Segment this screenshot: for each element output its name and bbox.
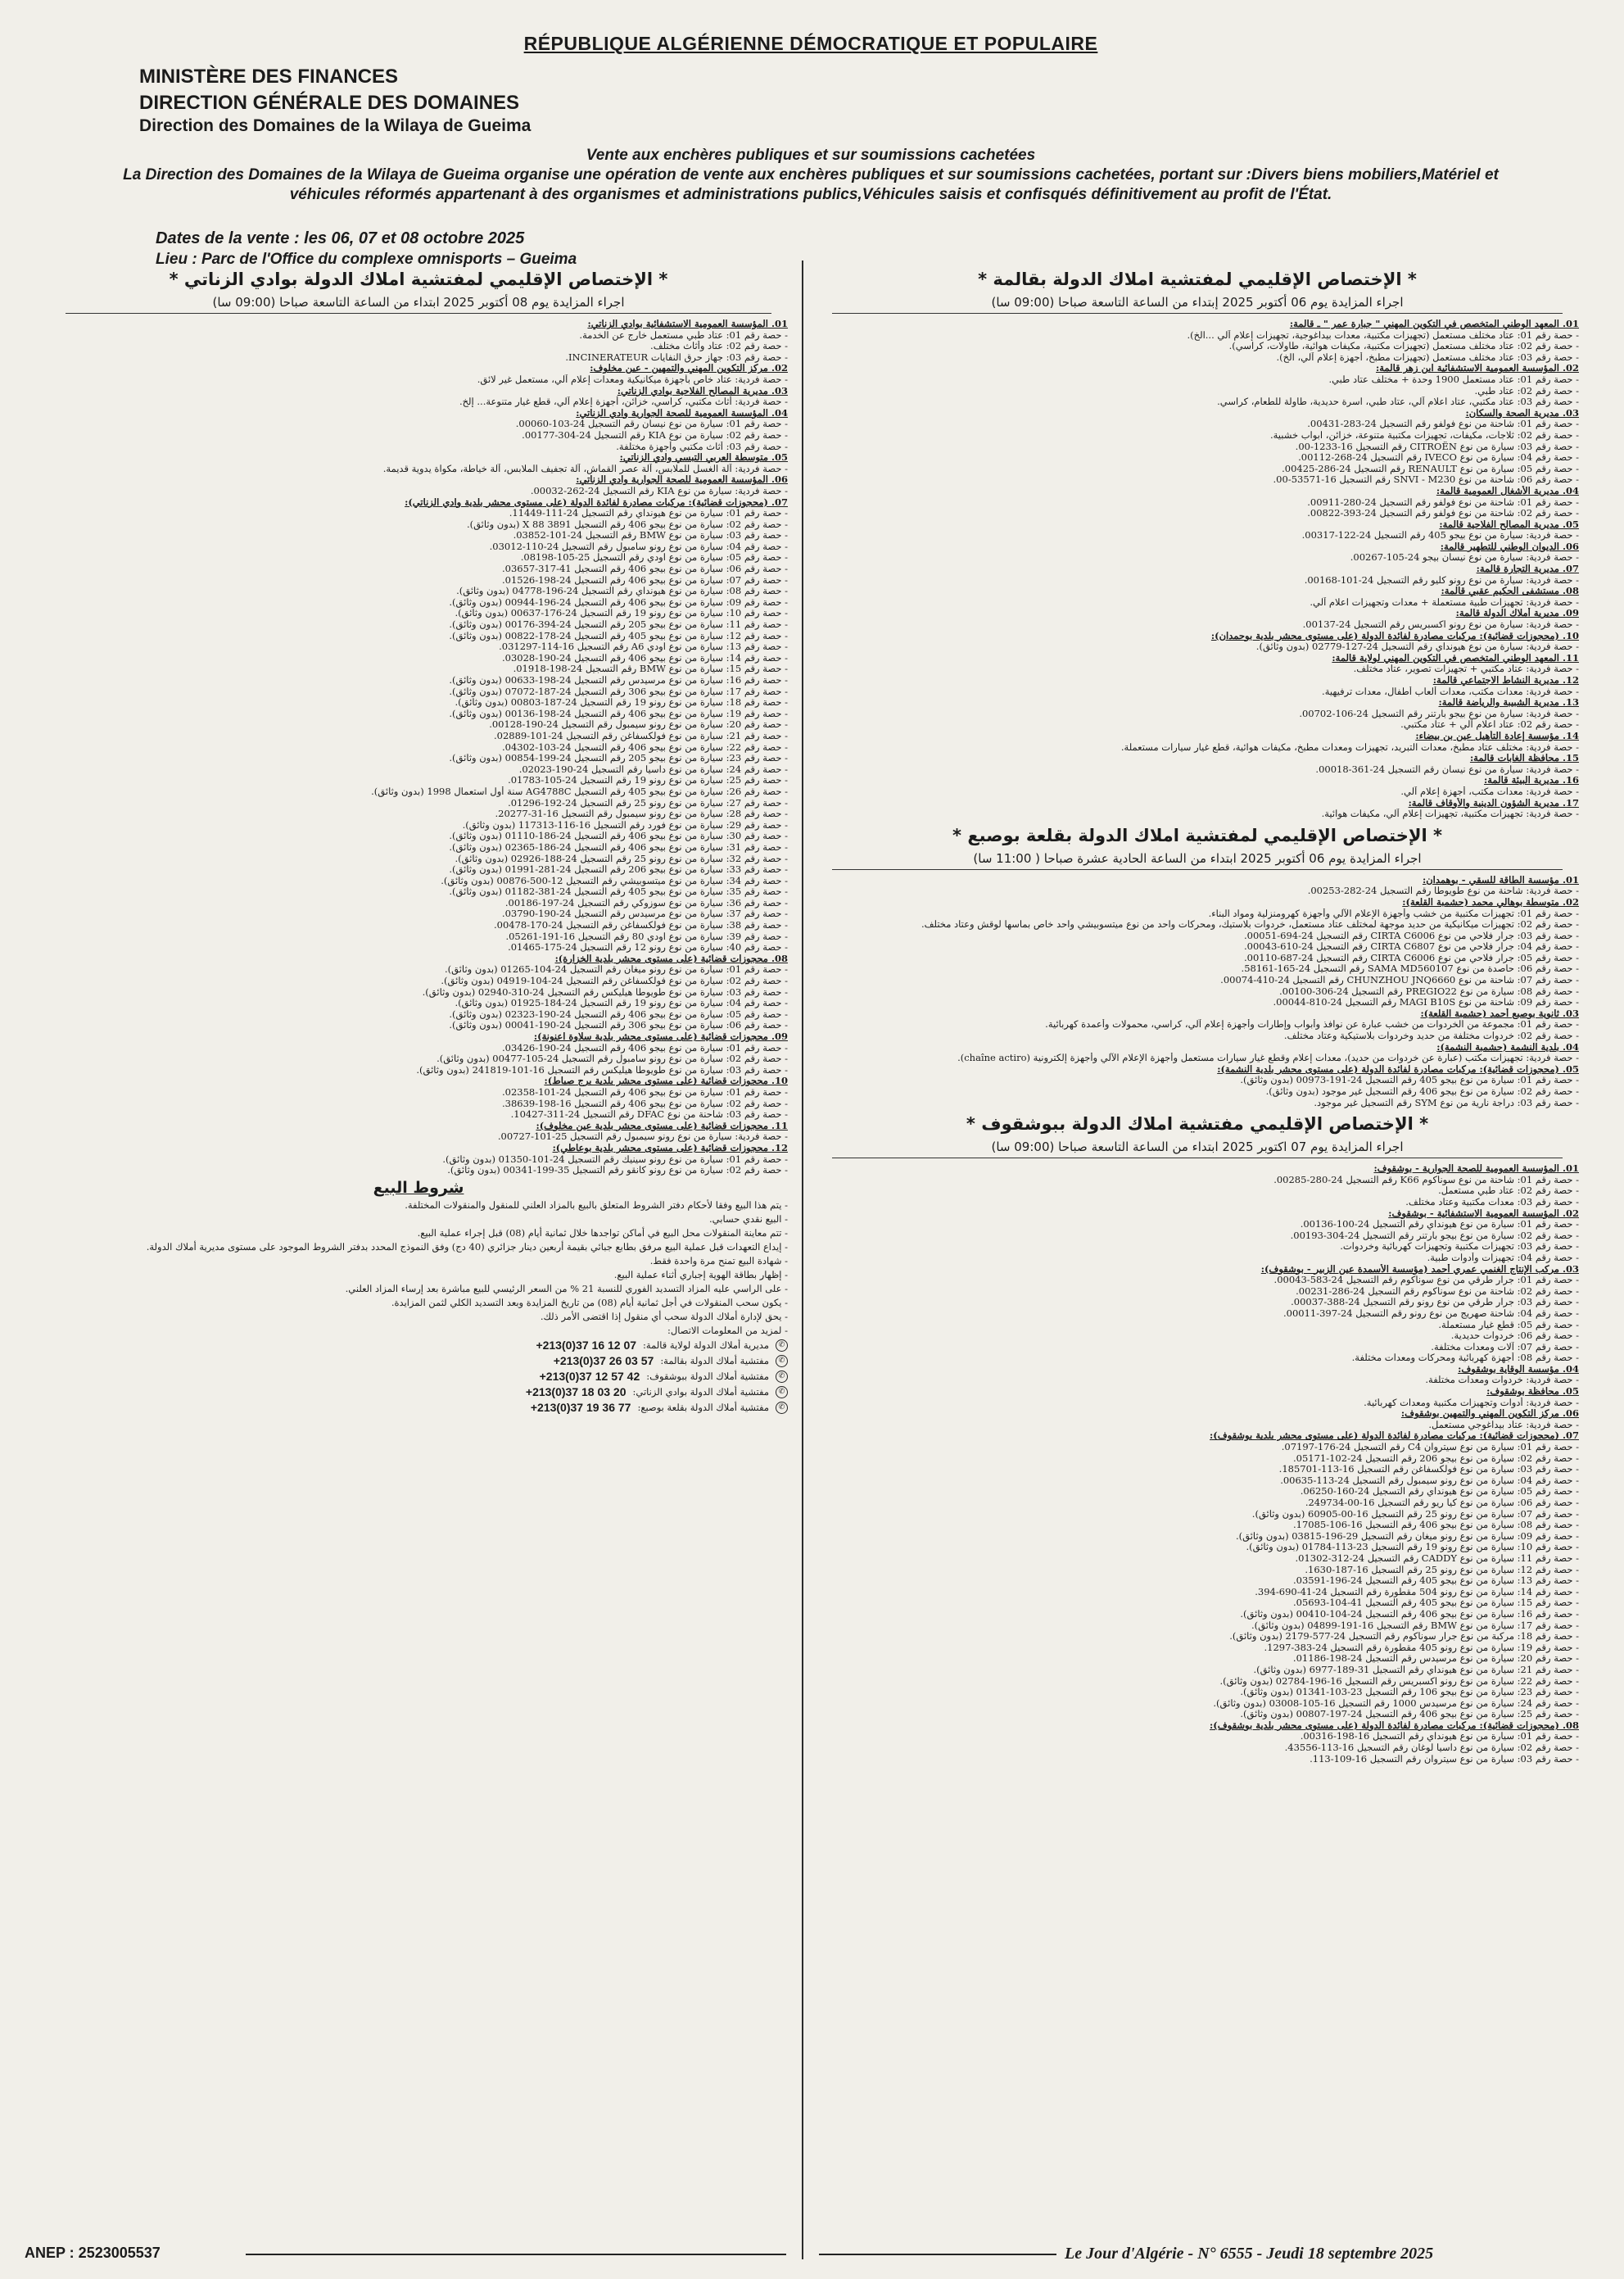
lot-line: - حصة رقم 13: سيارة من نوع بيجو 405 رقم التسجيل 24-196-03591. bbox=[816, 1575, 1579, 1587]
lot-line: - حصة فردية: معدات مكتب، أجهزة إعلام آلي. bbox=[816, 786, 1579, 798]
lot-heading: 08. محجوزات قضائية (على مستوى محشر بلدية الخزارة): bbox=[554, 953, 788, 964]
section-title-kalaa: * الإختصاص الإقليمي لمفتشية املاك الدولة بقلعة بوصبع * bbox=[952, 825, 1442, 845]
lot-line: - حصة فردية: عتاد بيداغوجي مستعمل. bbox=[816, 1420, 1579, 1431]
lot-line: - حصة رقم 25: سيارة من نوع بيجو 406 رقم التسجيل 24-197-00807 (بدون وثائق). bbox=[816, 1709, 1579, 1720]
lot-line: - حصة فردية: تجهيزات مكتب (عبارة عن خردوات من حديد)، معدات إعلام وقطع غيار سيارات مستعمل وأجهزة الإعلام الآلي وأجهزة إلكترونية (chaîne actiro). bbox=[816, 1053, 1579, 1064]
lot-heading: 07. (محجوزات قضائية): مركبات مصادرة لفائدة الدولة (على مستوى محشر بلدية وادي الزناتي): bbox=[405, 496, 788, 508]
contact-phone: +213(0)37 16 12 07 bbox=[536, 1339, 637, 1352]
lot-line: - حصة رقم 05: سيارة من نوع هيونداي رقم التسجيل 24-160-06250. bbox=[816, 1486, 1579, 1497]
lot-line: - حصة فردية: خردوات ومعدات مختلفة. bbox=[816, 1375, 1579, 1386]
lot-heading: 08. (محجوزات قضائية): مركبات مصادرة لفائدة الدولة (على مستوى محشر بلدية بوشقوف): bbox=[1210, 1719, 1579, 1731]
lot-heading: 04. مؤسسة الوقاية بوشقوف: bbox=[1458, 1363, 1579, 1375]
direction-generale: DIRECTION GÉNÉRALE DES DOMAINES bbox=[139, 92, 520, 114]
lot-line: - حصة رقم 40: سيارة من نوع رونو 12 رقم التسجيل 24-175-01465. bbox=[49, 942, 788, 954]
lot-line: - حصة رقم 04: تجهيزات وأدوات طبية. bbox=[816, 1253, 1579, 1264]
lot-line: - حصة رقم 01: تجهيزات مكتبية من خشب وأجهزة الإعلام الآلي وأجهزة كهرومنزلية ومواد البناء. bbox=[816, 908, 1579, 920]
contact-row bbox=[49, 1369, 788, 1384]
lot-line: - حصة رقم 09: شاحنة من نوع MAGI B10S رقم التسجيل 24-810-00044. bbox=[816, 997, 1579, 1008]
lot-line: - حصة رقم 02: سيارة من نوع KIA رقم التسجيل 24-304-00177. bbox=[49, 430, 788, 442]
phone-icon: ✆ bbox=[776, 1402, 788, 1414]
lot-line: - حصة رقم 39: سيارة من نوع اودي 80 رقم التسجيل 16-191-05261. bbox=[49, 931, 788, 943]
lot-line: - حصة رقم 33: سيارة من نوع بيجو 206 رقم التسجيل 24-281-01991 (بدون وثائق). bbox=[49, 864, 788, 876]
contact-row bbox=[49, 1400, 788, 1416]
lot-line: - حصة رقم 01: سيارة من نوع رونو سينيك رقم التسجيل 24-101-01350 (بدون وثائق). bbox=[49, 1154, 788, 1166]
lot-line: - حصة رقم 19: سيارة من نوع بيجو 406 رقم التسجيل 24-198-00136 (بدون وثائق). bbox=[49, 709, 788, 720]
lot-line: - حصة رقم 02: خردوات مختلفة من حديد وخردوات بلاستيكية وعتاد مختلف. bbox=[816, 1031, 1579, 1042]
lot-line: - حصة فردية: سيارة من نوع بيجو بارتنر رقم التسجيل 24-106-00702. bbox=[816, 709, 1579, 720]
lot-line: - حصة رقم 01: سيارة من نوع هيونداي رقم التسجيل 24-111-11449. bbox=[49, 508, 788, 519]
lot-line: - حصة رقم 01: سيارة من نوع هيونداي رقم التسجيل 16-198-00316. bbox=[816, 1731, 1579, 1742]
footer-rule-right bbox=[819, 2254, 1056, 2255]
republic-header: RÉPUBLIQUE ALGÉRIENNE DÉMOCRATIQUE ET POPULAIRE bbox=[523, 33, 1098, 54]
lot-heading: 03. ثانوية بوصبع أحمد (حشمبة القلعة): bbox=[1420, 1008, 1579, 1019]
column-divider bbox=[802, 261, 803, 2259]
lot-line: - حصة رقم 01: جرار طرقي من نوع سوناكوم رقم التسجيل 24-583-00043. bbox=[816, 1275, 1579, 1286]
lot-line: - حصة رقم 08: سيارة من نوع PREGIO22 رقم التسجيل 24-306-00100. bbox=[816, 986, 1579, 998]
lot-line: - حصة رقم 06: سيارة من نوع بيجو 306 رقم التسجيل 24-190-00041 (بدون وثائق). bbox=[49, 1020, 788, 1031]
section-lines-guelma bbox=[816, 319, 1579, 820]
lot-line: - حصة رقم 02: شاحنة من نوع فولفو رقم التسجيل 24-393-00822. bbox=[816, 508, 1579, 519]
lot-line: - حصة رقم 04: سيارة من نوع رونو 19 رقم التسجيل 24-184-01925 (بدون وثائق). bbox=[49, 998, 788, 1009]
contact-phone: +213(0)37 26 03 57 bbox=[553, 1354, 654, 1368]
lot-line: - حصة رقم 01: سيارة من نوع رونو ميغان رقم التسجيل 24-104-01265 (بدون وثائق). bbox=[49, 964, 788, 976]
lot-line: - حصة رقم 13: سيارة من نوع اودي A6 رقم التسجيل 16-114-031297. bbox=[49, 641, 788, 653]
lot-line: - حصة رقم 08: سيارة من نوع بيجو 406 رقم التسجيل 16-106-17085. bbox=[816, 1520, 1579, 1531]
lot-line: - حصة رقم 06: سيارة من نوع بيجو 406 رقم التسجيل 41-317-03657. bbox=[49, 564, 788, 575]
condition-item: - يتم هذا البيع وفقا لأحكام دفتر الشروط المتعلق بالبيع بالمزاد العلني للمنقول والمنقولات المختلفة. bbox=[49, 1198, 788, 1212]
lot-line: - حصة رقم 37: سيارة من نوع مرسيدس رقم التسجيل 24-190-03790. bbox=[49, 908, 788, 920]
lot-heading: 10. محجوزات قضائية (على مستوى محشر بلدية برج صباط): bbox=[544, 1076, 788, 1087]
lot-line: - حصة رقم 24: سيارة من نوع داسيا رقم التسجيل 24-190-02023. bbox=[49, 764, 788, 776]
lot-line: - حصة رقم 26: سيارة من نوع بيجو 405 رقم التسجيل AG4788C سنة أول استعمال 1998 (بدون وثائق). bbox=[49, 786, 788, 798]
lot-line: - حصة رقم 02: ثلاجات، مكيفات، تجهيزات مكتبية متنوعة، خزائن، ابواب خشبية. bbox=[816, 430, 1579, 442]
section-title-guelma: * الإختصاص الإقليمي لمفتشية املاك الدولة بقالمة * bbox=[978, 270, 1417, 289]
lot-line: - حصة فردية: سيارة من نوع نيسان بيجو 24-105-00267. bbox=[816, 552, 1579, 564]
lot-line: - حصة رقم 16: سيارة من نوع بيجو 406 رقم التسجيل 24-104-00410 (بدون وثائق). bbox=[816, 1609, 1579, 1620]
lot-heading: 05. مديرية المصالح الفلاحية قالمة: bbox=[1439, 519, 1579, 530]
lot-line: - حصة رقم 22: سيارة من نوع بيجو 406 رقم التسجيل 24-103-04302. bbox=[49, 742, 788, 754]
lot-line: - حصة رقم 01: مجموعة من الخردوات من خشب عبارة عن نوافذ وأبواب وإطارات وأجهزة إعلام آلي، كراسي، محمولات وأعمدة كهربائية. bbox=[816, 1019, 1579, 1031]
condition-item: - لمزيد من المعلومات الاتصال: bbox=[49, 1324, 788, 1338]
lot-line: - حصة رقم 01: سيارة من نوع نيسان رقم التسجيل 24-103-00060. bbox=[49, 419, 788, 430]
section-lines-kalaa bbox=[816, 875, 1579, 1108]
lot-heading: 11. المعهد الوطني المتخصص في التكوين المهني لولاية قالمة: bbox=[1332, 652, 1579, 664]
contact-label: مفتشية أملاك الدولة بوادي الزناتي: bbox=[632, 1386, 769, 1398]
lot-line: - حصة رقم 02: سيارة من نوع بيجو بارتنر رقم التسجيل 24-304-00193. bbox=[816, 1230, 1579, 1242]
contact-label: مفتشية أملاك الدولة ببوشقوف: bbox=[646, 1371, 769, 1383]
contact-label: مفتشية أملاك الدولة بقالمة: bbox=[660, 1355, 769, 1367]
lot-heading: 05. محافظة بوشقوف: bbox=[1486, 1386, 1579, 1398]
lot-line: - حصة رقم 01: سيارة من نوع هيونداي رقم التسجيل 24-100-00136. bbox=[816, 1219, 1579, 1230]
lot-line: - حصة رقم 04: شاحنة صهريج من نوع رونو رقم التسجيل 24-397-00011. bbox=[816, 1308, 1579, 1320]
right-column bbox=[816, 264, 1579, 1765]
condition-item: - إيداع التعهدات قبل عملية البيع مرفق بطابع جبائي بقيمة أربعين دينار جزائري (40 دج) وفق النموذج المحدد بدفتر الشروط الموجود على مستوى مديرية أملاك الدولة. bbox=[49, 1240, 788, 1254]
lot-line: - حصة رقم 02: سيارة من نوع بيجو 406 رقم التسجيل 3891 X 88 (بدون وثائق). bbox=[49, 519, 788, 531]
lot-line: - حصة رقم 01: عتاد طبي مستعمل خارج عن الخدمة. bbox=[49, 330, 788, 342]
lot-line: - حصة رقم 12: سيارة من نوع بيجو 405 رقم التسجيل 24-178-00822 (بدون وثائق). bbox=[49, 631, 788, 642]
section-title-oued-zenati: * الإختصاص الإقليمي لمفتشية املاك الدولة بوادي الزناتي * bbox=[169, 270, 668, 289]
lot-line: - حصة رقم 02: سيارة من نوع بيجو 206 رقم التسجيل 24-102-05171. bbox=[816, 1453, 1579, 1465]
lot-line: - حصة رقم 18: سيارة من نوع رونو 19 رقم التسجيل 24-187-00803 (بدون وثائق). bbox=[49, 697, 788, 709]
lot-line: - حصة رقم 01: شاحنة من نوع سوناكوم K66 رقم التسجيل 24-280-00285. bbox=[816, 1175, 1579, 1186]
lot-line: - حصة رقم 19: سيارة من نوع رونو 405 مقطورة رقم التسجيل 24-383-1297. bbox=[816, 1642, 1579, 1654]
lot-line: - حصة فردية: سيارة من نوع KIA رقم التسجيل 24-262-00032. bbox=[49, 486, 788, 497]
section-lines-bouchegouf bbox=[816, 1163, 1579, 1765]
lot-heading: 12. محجوزات قضائية (على مستوى محشر بلدية بوعاطي): bbox=[552, 1142, 788, 1153]
lot-heading: 03. مديرية المصالح الفلاحية بوادي الزناتي: bbox=[617, 385, 788, 396]
lot-line: - حصة رقم 05: قطع غيار مستعملة. bbox=[816, 1320, 1579, 1331]
lot-line: - حصة رقم 30: سيارة من نوع بيجو 406 رقم التسجيل 24-186-01110 (بدون وثائق). bbox=[49, 831, 788, 842]
lot-line: - حصة رقم 18: مركبة من نوع جرار سوناكوم رقم التسجيل 24-577-2179 (بدون وثائق). bbox=[816, 1631, 1579, 1642]
lot-line: - حصة رقم 28: سيارة من نوع رونو سيمبول رقم التسجيل 16-31-20277. bbox=[49, 809, 788, 820]
condition-item: - إظهار بطاقة الهوية إجباري أثناء عملية البيع. bbox=[49, 1268, 788, 1282]
conditions-list bbox=[49, 1198, 788, 1338]
lot-line: - حصة رقم 03: دراجة نارية من نوع SYM رقم التسجيل غير موجود. bbox=[816, 1098, 1579, 1109]
intro-body: La Direction des Domaines de la Wilaya de Gueima organise une opération de vente aux enchères publiques et sur soumissions cachetées, portant sur :Divers biens mobiliers,Matériel et véhicules réformés appartenant à des organismes et administrations publics,Véhicules saisis et confisqués définitivement au profit de l'État. bbox=[123, 166, 1499, 203]
lot-line: - حصة رقم 20: سيارة من نوع مرسيدس رقم التسجيل 24-198-01186. bbox=[816, 1653, 1579, 1665]
section-subtitle-oued-zenati: اجراء المزايدة يوم 08 أكتوبر 2025 ابتداء من الساعة التاسعة صباحا (09:00 سا) bbox=[66, 293, 771, 314]
lot-line: - حصة رقم 04: سيارة من نوع رونو سامبول رقم التسجيل 24-110-03012. bbox=[49, 541, 788, 553]
lot-line: - حصة فردية: عتاد مكتبي + تجهيزات تصوير، عتاد مختلف. bbox=[816, 664, 1579, 675]
lot-line: - حصة رقم 03: سيارة من نوع طويوطا هيليكس رقم التسجيل 16-101-241819 (بدون وثائق). bbox=[49, 1065, 788, 1076]
lot-line: - حصة رقم 01: سيارة من نوع سيتروان C4 رقم التسجيل 24-176-07197. bbox=[816, 1442, 1579, 1453]
lot-line: - حصة فردية: سيارة من نوع رونو اكسبريس رقم التسجيل 24-00137. bbox=[816, 619, 1579, 631]
lot-line: - حصة رقم 27: سيارة من نوع رونو 25 رقم التسجيل 24-192-01296. bbox=[49, 798, 788, 809]
lot-line: - حصة رقم 02: سيارة من نوع فولكسفاغن رقم التسجيل 24-104-04919 (بدون وثائق). bbox=[49, 976, 788, 987]
phone-icon: ✆ bbox=[776, 1371, 788, 1383]
lot-line: - حصة رقم 03: شاحنة من نوع DFAC رقم التسجيل 24-311-10427. bbox=[49, 1109, 788, 1121]
lot-line: - حصة رقم 02: سيارة من نوع رونو سامبول رقم التسجيل 24-105-00477 (بدون وثائق). bbox=[49, 1053, 788, 1065]
contact-phone: +213(0)37 19 36 77 bbox=[530, 1401, 631, 1415]
lot-line: - حصة رقم 07: سيارة من نوع بيجو 406 رقم التسجيل 24-198-01526. bbox=[49, 575, 788, 587]
lot-line: - حصة فردية: تجهيزات مكتبية، تجهيزات إعلام آلي، مكيفات هوائية. bbox=[816, 809, 1579, 820]
contact-phone: +213(0)37 12 57 42 bbox=[539, 1370, 640, 1384]
lot-line: - حصة رقم 06: سيارة من نوع كيا ريو رقم التسجيل 16-00-249734. bbox=[816, 1497, 1579, 1509]
lot-line: - حصة رقم 01: شاحنة من نوع فولفو رقم التسجيل 24-283-00431. bbox=[816, 419, 1579, 430]
newspaper-footer: Le Jour d'Algérie - N° 6555 - Jeudi 18 septembre 2025 bbox=[1065, 2245, 1434, 2263]
intro-block bbox=[98, 146, 1523, 205]
lot-line: - حصة رقم 02: عتاد مختلف مستعمل (تجهيزات مكتبية، مكيفات هوائية، طاولات، كراسي). bbox=[816, 341, 1579, 352]
lot-line: - حصة رقم 03: عتاد مكتبي، عتاد اعلام آلي، عتاد طبي، اسرة حديدية، طاولة للطعام، كراسي. bbox=[816, 396, 1579, 408]
lot-line: - حصة فردية: سيارة من نوع رونو سيمبول رقم التسجيل 25-101-00727. bbox=[49, 1131, 788, 1143]
lot-heading: 02. المؤسسة العمومية الاستشفائية - بوشقوف: bbox=[1388, 1207, 1579, 1219]
lot-heading: 02. متوسطة بوهالي محمد (حشمبة القلعة): bbox=[1402, 896, 1579, 908]
lot-line: - حصة رقم 38: سيارة من نوع فولكسفاغن رقم التسجيل 24-170-00478. bbox=[49, 920, 788, 931]
contact-label: مديرية أملاك الدولة لولاية قالمة: bbox=[643, 1339, 769, 1352]
ministry-name: MINISTÈRE DES FINANCES bbox=[139, 66, 399, 88]
lot-heading: 02. المؤسسة العمومية الاستشفائية ابن زهر قالمة: bbox=[1376, 363, 1579, 374]
lot-line: - حصة رقم 01: سيارة من نوع بيجو 406 رقم التسجيل 24-101-02358. bbox=[49, 1087, 788, 1099]
lot-line: - حصة رقم 25: سيارة من نوع رونو 19 رقم التسجيل 24-105-01783. bbox=[49, 775, 788, 786]
section-subtitle-bouchegouf: اجراء المزايدة يوم 07 اكتوبر 2025 ابتداء من الساعة التاسعة صباحا (09:00 سا) bbox=[832, 1138, 1563, 1158]
lot-heading: 04. المؤسسة العمومية للصحة الجوارية وادي الزناتي: bbox=[576, 407, 788, 419]
lot-line: - حصة رقم 06: حاصدة من نوع SAMA MD560107 رقم التسجيل 24-165-58161. bbox=[816, 963, 1579, 975]
lot-line: - حصة رقم 08: سيارة من نوع هيونداي رقم التسجيل 24-196-04778 (بدون وثائق). bbox=[49, 586, 788, 597]
lot-line: - حصة رقم 04: جرار فلاحي من نوع CIRTA C6807 رقم التسجيل 24-610-00043. bbox=[816, 941, 1579, 953]
lot-heading: 09. محجوزات قضائية (على مستوى محشر بلدية سلاوة اعنونة): bbox=[533, 1031, 788, 1042]
lot-line: - حصة رقم 03: تجهيزات مكتبية وتجهيزات كهربائية وخردوات. bbox=[816, 1241, 1579, 1253]
lot-line: - حصة رقم 01: سيارة من نوع بيجو 405 رقم التسجيل 24-191-00973 (بدون وثائق). bbox=[816, 1075, 1579, 1086]
lot-heading: 05. (محجوزات قضائية): مركبات مصادرة لفائدة الدولة (على مستوى محشر بلدية النشمة): bbox=[1217, 1063, 1579, 1075]
lot-heading: 01. مؤسسة الطاقة للسقي - بوهمدان: bbox=[1422, 874, 1579, 886]
section-title-bouchegouf: * الإختصاص الإقليمي مفتشية املاك الدولة ببوشقوف * bbox=[966, 1114, 1429, 1135]
lot-line: - حصة رقم 05: جرار فلاحي من نوع CIRTA C6006 رقم التسجيل 24-687-00110. bbox=[816, 953, 1579, 964]
lot-line: - حصة رقم 12: سيارة من نوع رونو 25 رقم التسجيل 16-187-1630. bbox=[816, 1565, 1579, 1576]
condition-item: - يكون سحب المنقولات في أجل ثمانية أيام (08) من تاريخ المزايدة وبعد التسديد الكلي لثمن المزايدة. bbox=[49, 1296, 788, 1310]
contact-row bbox=[49, 1384, 788, 1400]
lot-heading: 07. مديرية التجارة قالمة: bbox=[1476, 564, 1579, 575]
lot-line: - حصة رقم 08: أجهزة كهربائية ومحركات ومعدات مختلفة. bbox=[816, 1352, 1579, 1364]
lot-line: - حصة فردية: معدات مكتب، معدات ألعاب أطفال، معدات ترفيهية. bbox=[816, 686, 1579, 698]
lot-line: - حصة رقم 02: عتاد طبي مستعمل. bbox=[816, 1185, 1579, 1197]
lot-line: - حصة رقم 17: سيارة من نوع بيجو 306 رقم التسجيل 24-187-07072 (بدون وثائق). bbox=[49, 686, 788, 698]
lot-line: - حصة رقم 17: سيارة من نوع BMW رقم التسجيل 16-191-04899 (بدون وثائق). bbox=[816, 1620, 1579, 1632]
lot-heading: 09. مديرية أملاك الدولة قالمة: bbox=[1455, 608, 1579, 619]
lot-line: - حصة رقم 35: سيارة من نوع بيجو 405 رقم التسجيل 24-381-01182 (بدون وثائق). bbox=[49, 886, 788, 898]
lot-heading: 07. (محجوزات قضائية): مركبات مصادرة لفائدة الدولة (على مستوى محشر بلدية بوشقوف): bbox=[1210, 1430, 1579, 1442]
condition-item: - شهادة البيع تمنح مرة واحدة فقط. bbox=[49, 1254, 788, 1268]
lot-line: - حصة رقم 02: عتاد طبي. bbox=[816, 386, 1579, 397]
lot-heading: 01. المؤسسة العمومية للصحة الجوارية - بوشقوف: bbox=[1373, 1163, 1579, 1175]
lot-line: - حصة فردية: سيارة من نوع بيجو 405 رقم التسجيل 24-122-00317. bbox=[816, 530, 1579, 541]
lot-line: - حصة رقم 11: سيارة من نوع بيجو 205 رقم التسجيل 24-394-00176 (بدون وثائق). bbox=[49, 619, 788, 631]
lot-line: - حصة رقم 10: سيارة من نوع رونو 19 رقم التسجيل 23-113-01784 (بدون وثائق). bbox=[816, 1542, 1579, 1553]
lot-heading: 16. مديرية البيئة قالمة: bbox=[1484, 775, 1579, 786]
lot-line: - حصة رقم 01: عتاد مختلف مستعمل (تجهيزات مكتبية، معدات بيداغوجية، تجهيزات إعلام آلي ...الخ). bbox=[816, 330, 1579, 342]
lot-line: - حصة رقم 09: سيارة من نوع بيجو 406 رقم التسجيل 24-196-00944 (بدون وثائق). bbox=[49, 597, 788, 609]
lot-line: - حصة رقم 14: سيارة من نوع رونو 504 مقطورة رقم التسجيل 24-41-690-394. bbox=[816, 1587, 1579, 1598]
lot-line: - حصة رقم 31: سيارة من نوع بيجو 406 رقم التسجيل 24-186-02365 (بدون وثائق). bbox=[49, 842, 788, 854]
lot-line: - حصة رقم 15: سيارة من نوع بيجو 405 رقم التسجيل 41-104-05693. bbox=[816, 1597, 1579, 1609]
contact-phone: +213(0)37 18 03 20 bbox=[525, 1385, 627, 1399]
intro-title: Vente aux enchères publiques et sur soumissions cachetées bbox=[586, 147, 1036, 164]
lot-line: - حصة رقم 03: سيارة من نوع فولكسفاغن رقم التسجيل 16-113-185701. bbox=[816, 1464, 1579, 1475]
lot-line: - حصة رقم 03: سيارة من نوع سيتروان رقم التسجيل 16-109-113. bbox=[816, 1754, 1579, 1765]
lot-line: - حصة رقم 03: جهاز حرق النفايات INCINERATEUR. bbox=[49, 352, 788, 364]
lot-line: - حصة رقم 29: سيارة من نوع فورد رقم التسجيل 16-116-117313 (بدون وثائق). bbox=[49, 820, 788, 831]
lot-line: - حصة فردية: شاحنة من نوع طويوطا رقم التسجيل 24-282-00253. bbox=[816, 886, 1579, 897]
lot-line: - حصة فردية: أدوات وتجهيزات مكتبية ومعدات كهربائية. bbox=[816, 1398, 1579, 1409]
lot-heading: 04. بلدية النشمة (حشمبة النشمة): bbox=[1436, 1041, 1579, 1053]
lot-line: - حصة رقم 02: عتاد وأثاث مختلف. bbox=[49, 341, 788, 352]
lot-line: - حصة رقم 05: سيارة من نوع بيجو 406 رقم التسجيل 24-190-02323 (بدون وثائق). bbox=[49, 1009, 788, 1021]
section-subtitle-kalaa: اجراء المزايدة يوم 06 أكتوبر 2025 ابتداء من الساعة الحادية عشرة صباحا ( 11:00 سا) bbox=[832, 850, 1563, 870]
lot-heading: 01. المعهد الوطني المتخصص في التكوين المهني " جبارة عمر " ـ قالمة: bbox=[1289, 319, 1579, 329]
lot-line: - حصة فردية: تجهيزات طبية مستعملة + معدات وتجهيزات اعلام آلي. bbox=[816, 597, 1579, 609]
lot-line: - حصة رقم 11: سيارة من نوع CADDY رقم التسجيل 24-312-01302. bbox=[816, 1553, 1579, 1565]
lot-line: - حصة رقم 22: سيارة من نوع رونو اكسبريس رقم التسجيل 16-196-02784 (بدون وثائق). bbox=[816, 1676, 1579, 1688]
lot-line: - حصة رقم 34: سيارة من نوع ميتسوبيشي رقم التسجيل 12-500-00876 (بدون وثائق). bbox=[49, 876, 788, 887]
lot-line: - حصة رقم 03: سيارة من نوع طويوطا هيليكس رقم التسجيل 24-310-02940 (بدون وثائق). bbox=[49, 987, 788, 999]
lot-heading: 10. (محجوزات قضائية): مركبات مصادرة لفائدة الدولة (على مستوى محشر بلدية بوحمدان): bbox=[1210, 630, 1579, 641]
lot-line: - حصة رقم 01: سيارة من نوع بيجو 406 رقم التسجيل 24-190-03426. bbox=[49, 1043, 788, 1054]
footer-rule-left bbox=[246, 2254, 786, 2255]
lot-line: - حصة رقم 02: سيارة من نوع رونو كانقو رقم التسجيل 35-199-00341 (بدون وثائق). bbox=[49, 1165, 788, 1176]
lot-line: - حصة رقم 02: عتاد اعلام آلي + عتاد مكتبي. bbox=[816, 719, 1579, 731]
phone-icon: ✆ bbox=[776, 1355, 788, 1367]
lot-heading: 17. مديرية الشؤون الدينية والأوقاف قالمة: bbox=[1408, 797, 1579, 809]
lot-heading: 08. مستشفى الحكيم عقبي قالمة: bbox=[1441, 586, 1579, 597]
lot-line: - حصة رقم 23: سيارة من نوع بيجو 106 رقم التسجيل 23-103-01341 (بدون وثائق). bbox=[816, 1687, 1579, 1698]
condition-item: - تتم معاينة المنقولات محل البيع في أماكن تواجدها خلال ثمانية أيام (08) قبل إجراء عملية البيع. bbox=[49, 1226, 788, 1240]
section-subtitle-guelma: اجراء المزايدة يوم 06 أكتوبر 2025 إبتداء من الساعة التاسعة صباحا (09:00 سا) bbox=[832, 293, 1563, 314]
lot-line: - حصة فردية: سيارة من نوع نيسان رقم التسجيل 24-361-00018. bbox=[816, 764, 1579, 776]
lot-line: - حصة رقم 03: جرار فلاحي من نوع CIRTA C6006 رقم التسجيل 24-694-00051. bbox=[816, 931, 1579, 942]
left-column bbox=[49, 264, 788, 1416]
lot-heading: 06. المؤسسة العمومية للصحة الجوارية وادي الزناتي: bbox=[576, 474, 788, 486]
lot-line: - حصة رقم 14: سيارة من نوع بيجو 406 رقم التسجيل 24-190-03028. bbox=[49, 653, 788, 664]
anep-reference: ANEP : 2523005537 bbox=[25, 2245, 161, 2261]
sale-dates: Dates de la vente : les 06, 07 et 08 octobre 2025 bbox=[156, 229, 525, 247]
condition-item: - على الراسي عليه المزاد التسديد الفوري للنسبة 21 % من السعر الرئيسي للبيع مباشرة بعد إرساء المزاد العلني. bbox=[49, 1282, 788, 1296]
lot-line: - حصة رقم 23: سيارة من نوع بيجو 205 رقم التسجيل 24-199-00854 (بدون وثائق). bbox=[49, 753, 788, 764]
direction-wilaya: Direction des Domaines de la Wilaya de Gueima bbox=[139, 116, 532, 135]
lot-line: - حصة فردية: سيارة من نوع رونو كليو رقم التسجيل 24-101-00168. bbox=[816, 575, 1579, 587]
lot-line: - حصة رقم 10: سيارة من نوع رونو 19 رقم التسجيل 24-176-00637 (بدون وثائق). bbox=[49, 608, 788, 619]
section-lines-oued-zenati bbox=[49, 319, 788, 1176]
lot-line: - حصة رقم 01: عتاد مستعمل 1900 وحدة + مختلف عتاد طبي. bbox=[816, 374, 1579, 386]
lot-line: - حصة رقم 21: سيارة من نوع هيونداي رقم التسجيل 31-189-6977 (بدون وثائق). bbox=[816, 1665, 1579, 1676]
phone-icon: ✆ bbox=[776, 1386, 788, 1398]
lot-heading: 13. مديرية الشبيبة والرياضة قالمة: bbox=[1438, 697, 1579, 709]
lot-line: - حصة رقم 36: سيارة من نوع سوزوكي رقم التسجيل 24-197-00186. bbox=[49, 898, 788, 909]
lot-heading: 03. مديرية الصحة والسكان: bbox=[1465, 407, 1579, 419]
lot-line: - حصة رقم 01: شاحنة من نوع فولفو رقم التسجيل 24-280-00911. bbox=[816, 497, 1579, 509]
lot-line: - حصة رقم 05: سيارة من نوع RENAULT رقم التسجيل 24-286-00425. bbox=[816, 464, 1579, 475]
lot-heading: 05. متوسطة العربي التبسي وادي الزناتي: bbox=[619, 452, 788, 464]
lot-heading: 02. مركز التكوين المهني والتمهين - عين مخلوف: bbox=[590, 363, 788, 374]
lot-line: - حصة رقم 24: سيارة من نوع مرسيدس 1000 رقم التسجيل 16-105-03008 (بدون وثائق). bbox=[816, 1698, 1579, 1710]
lot-line: - حصة رقم 03: سيارة من نوع BMW رقم التسجيل 24-101-03852. bbox=[49, 530, 788, 541]
lot-line: - حصة رقم 09: سيارة من نوع رونو ميغان رقم التسجيل 29-196-03815 (بدون وثائق). bbox=[816, 1531, 1579, 1543]
contacts-list bbox=[49, 1338, 788, 1416]
lot-line: - حصة فردية: آلة الغسل للملابس، آلة عصر القماش، آلة تجفيف الملابس، آلة خياطة، مكواة يدوية قديمة. bbox=[49, 464, 788, 475]
lot-line: - حصة رقم 32: سيارة من نوع رونو 25 رقم التسجيل 24-188-02926 (بدون وثائق). bbox=[49, 854, 788, 865]
lot-line: - حصة رقم 03: معدات مكتبية وعتاد مختلف. bbox=[816, 1197, 1579, 1208]
lot-heading: 12. مديرية النشاط الاجتماعي قالمة: bbox=[1432, 675, 1579, 686]
condition-item: - يحق لإدارة أملاك الدولة سحب أي منقول إذا اقتضى الأمر ذلك. bbox=[49, 1310, 788, 1324]
lot-line: - حصة رقم 03: أثاث مكتبي وأجهزة مختلفة. bbox=[49, 442, 788, 453]
lot-line: - حصة رقم 04: سيارة من نوع IVECO رقم التسجيل 24-268-00112. bbox=[816, 452, 1579, 464]
lot-heading: 01. المؤسسة العمومية الاستشفائية بوادي الزناتي: bbox=[587, 319, 788, 329]
lot-line: - حصة رقم 02: شاحنة من نوع سوناكوم رقم التسجيل 24-286-00231. bbox=[816, 1286, 1579, 1298]
lot-line: - حصة رقم 21: سيارة من نوع فولكسفاغن رقم التسجيل 24-101-02889. bbox=[49, 731, 788, 742]
lot-line: - حصة رقم 02: سيارة من نوع بيجو 406 رقم التسجيل غير موجود (بدون وثائق). bbox=[816, 1086, 1579, 1098]
lot-line: - حصة فردية: سيارة من نوع هيونداي رقم التسجيل 24-127-02779 (بدون وثائق). bbox=[816, 641, 1579, 653]
lot-line: - حصة رقم 07: سيارة من نوع رونو 25 رقم التسجيل 16-00-60905 (بدون وثائق). bbox=[816, 1509, 1579, 1520]
lot-line: - حصة فردية: مختلف عتاد مطبخ، معدات التبريد، تجهيزات ومعدات مطبخ، مكيفات هوائية، قطع غيار سيارات مستعملة. bbox=[816, 742, 1579, 754]
lot-line: - حصة فردية: أثاث مكتبي، كراسي، خزائن، أجهزة إعلام آلي، قطع غيار متنوعة... إلخ. bbox=[49, 396, 788, 408]
sale-location: Lieu : Parc de l'Office du complexe omnisports – Gueima bbox=[156, 251, 577, 268]
lot-line: - حصة رقم 03: عتاد مختلف مستعمل (تجهيزات مطبخ، أجهزة إعلام آلي، الخ). bbox=[816, 352, 1579, 364]
contact-row bbox=[49, 1353, 788, 1369]
lot-line: - حصة رقم 06: شاحنة من نوع SNVI - M230 رقم التسجيل 16-53571-00. bbox=[816, 474, 1579, 486]
lot-line: - حصة رقم 02: تجهيزات ميكانيكية من حديد موجهة لمختلف عتاد مستعمل، خردوات بلاستيك، ومحركات واحد من نوع ميتسوبيشي واحد خاص بماسها لوقش وعتاد مختلف. bbox=[816, 919, 1579, 931]
conditions-title: شروط البيع bbox=[373, 1178, 464, 1197]
lot-heading: 15. محافظة الغابات قالمة: bbox=[1469, 753, 1579, 764]
lot-heading: 06. الديوان الوطني للتطهير قالمة: bbox=[1440, 541, 1579, 552]
lot-line: - حصة رقم 06: خردوات حديدية. bbox=[816, 1330, 1579, 1342]
lot-heading: 11. محجوزات قضائية (على مستوى محشر بلدية عين مخلوف): bbox=[536, 1120, 788, 1131]
lot-line: - حصة رقم 03: جرار طرقي من نوع رونو رقم التسجيل 24-388-00037. bbox=[816, 1297, 1579, 1308]
lot-line: - حصة رقم 20: سيارة من نوع رونو سيمبول رقم التسجيل 24-190-00128. bbox=[49, 719, 788, 731]
lot-line: - حصة رقم 04: سيارة من نوع رونو سيمبول رقم التسجيل 24-113-00635. bbox=[816, 1475, 1579, 1487]
lot-line: - حصة رقم 02: سيارة من نوع داسيا لوغان رقم التسجيل 16-113-43556. bbox=[816, 1742, 1579, 1754]
lot-heading: 04. مديرية الأشغال العمومية قالمة: bbox=[1436, 485, 1579, 496]
contact-row bbox=[49, 1338, 788, 1353]
lot-line: - حصة فردية: عتاد خاص بأجهزة ميكانيكية ومعدات إعلام آلي، مستعمل غير لائق. bbox=[49, 374, 788, 386]
lot-line: - حصة رقم 03: سيارة من نوع CITROËN رقم التسجيل 16-1233-00. bbox=[816, 442, 1579, 453]
lot-heading: 03. مركب الإنتاج الغنمي عمري أحمد (مؤسسة الأسمدة عين الزبير - بوشقوف): bbox=[1260, 1263, 1579, 1275]
lot-line: - حصة رقم 16: سيارة من نوع مرسيدس رقم التسجيل 24-198-00633 (بدون وثائق). bbox=[49, 675, 788, 686]
lot-heading: 06. مركز التكوين المهني والتمهين بوشقوف: bbox=[1400, 1408, 1579, 1420]
lot-line: - حصة رقم 02: سيارة من نوع بيجو 406 رقم التسجيل 16-198-38639. bbox=[49, 1099, 788, 1110]
lot-line: - حصة رقم 07: شاحنة من نوع CHUNZHOU JNQ6660 رقم التسجيل 24-410-00074. bbox=[816, 975, 1579, 986]
lot-heading: 14. مؤسسة إعادة التأهيل عين بن بيضاء: bbox=[1415, 730, 1579, 741]
condition-item: - البيع نقدي حسابي. bbox=[49, 1212, 788, 1226]
contact-label: مفتشية أملاك الدولة بقلعة بوصبع: bbox=[637, 1402, 769, 1414]
lot-line: - حصة رقم 07: آلات ومعدات مختلفة. bbox=[816, 1342, 1579, 1353]
phone-icon: ✆ bbox=[776, 1339, 788, 1352]
lot-line: - حصة رقم 15: سيارة من نوع BMW رقم التسجيل 24-198-01918. bbox=[49, 664, 788, 675]
lot-line: - حصة رقم 05: سيارة من نوع اودي رقم التسجيل 25-105-08198. bbox=[49, 552, 788, 564]
